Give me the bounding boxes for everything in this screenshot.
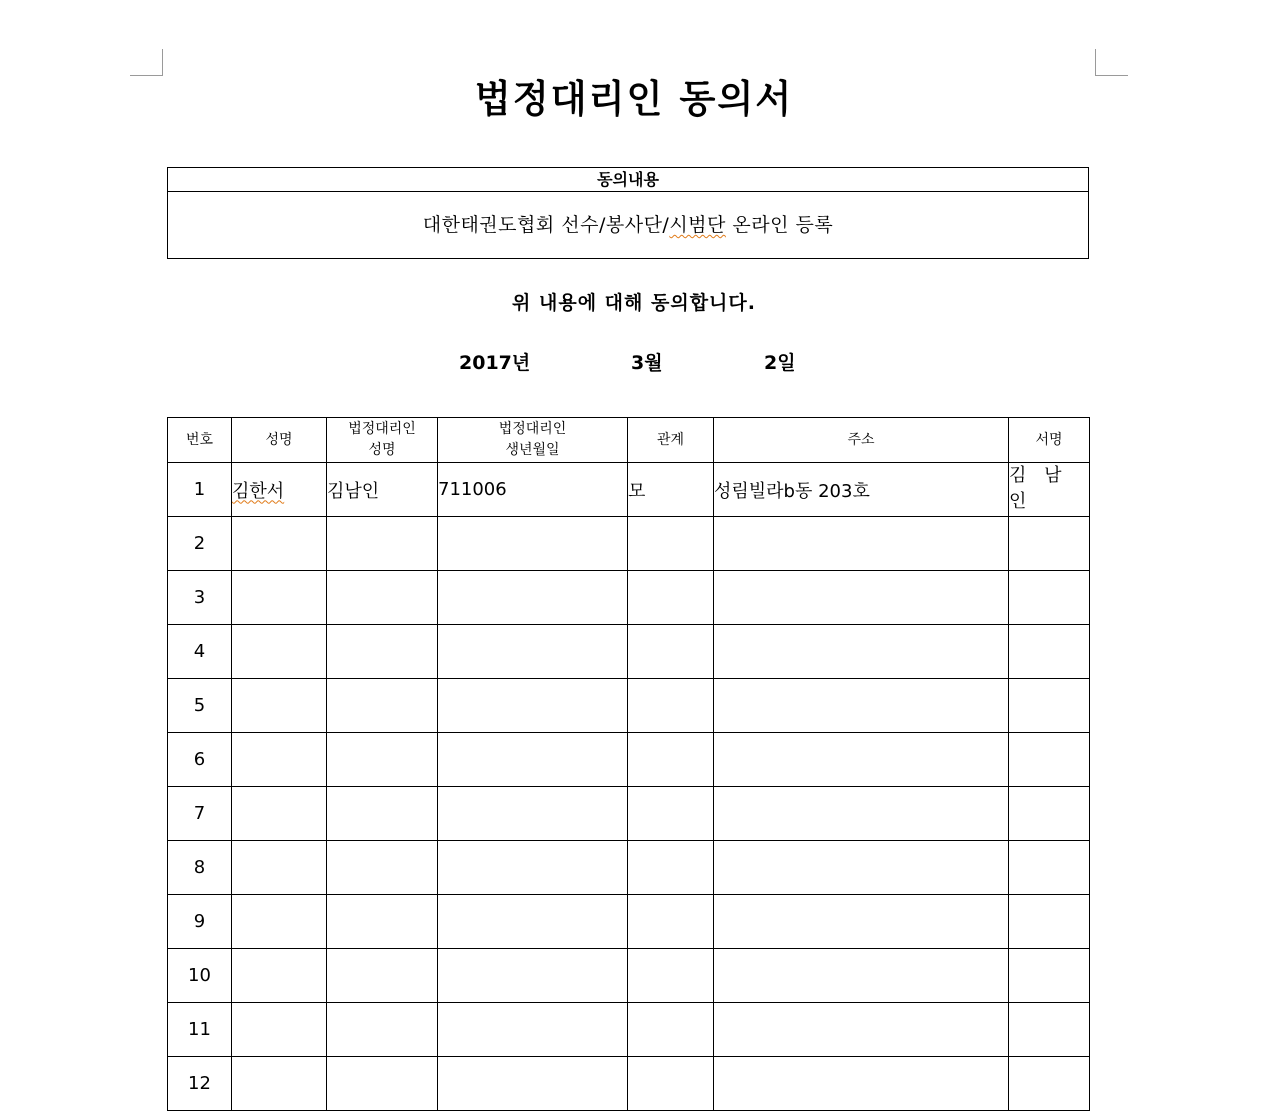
cell-signature[interactable]: [1009, 679, 1090, 733]
cell-signature[interactable]: [1009, 1003, 1090, 1057]
cell-name[interactable]: [232, 895, 327, 949]
table-row: [168, 463, 1090, 517]
cell-address[interactable]: [714, 733, 1009, 787]
row-number-text: 3: [193, 587, 206, 608]
row-number: [168, 571, 232, 625]
cell-guardian-name[interactable]: [327, 1057, 438, 1111]
cell-address[interactable]: [714, 463, 1009, 517]
cell-guardian-name[interactable]: [327, 679, 438, 733]
header-guardian-name-line2: 성명: [368, 442, 396, 458]
table-row: [168, 679, 1090, 733]
cell-signature[interactable]: [1009, 787, 1090, 841]
cell-relation[interactable]: [628, 1003, 714, 1057]
agreement-statement: 위 내용에 대해 동의합니다.: [512, 292, 756, 314]
cell-guardian-birth[interactable]: [438, 517, 628, 571]
cell-guardian-name[interactable]: [327, 733, 438, 787]
table-row: [168, 625, 1090, 679]
header-signature: 서명: [1009, 418, 1090, 463]
cell-address[interactable]: [714, 1003, 1009, 1057]
row-number-text: 9: [193, 911, 206, 932]
cell-guardian-birth[interactable]: [438, 679, 628, 733]
cell-address[interactable]: [714, 949, 1009, 1003]
cell-guardian-name[interactable]: [327, 463, 438, 517]
header-guardian-birth-line1: 법정대리인: [498, 421, 567, 437]
cell-name[interactable]: [232, 787, 327, 841]
cell-signature[interactable]: [1009, 1057, 1090, 1111]
cell-guardian-name[interactable]: [327, 841, 438, 895]
cell-address[interactable]: [714, 517, 1009, 571]
cell-guardian-name-text: 김남인: [327, 480, 380, 502]
row-number: [168, 787, 232, 841]
cell-relation[interactable]: [628, 571, 714, 625]
row-number-text: 1: [193, 479, 206, 500]
table-row: [168, 787, 1090, 841]
cell-guardian-birth[interactable]: [438, 949, 628, 1003]
row-number: [168, 841, 232, 895]
table-header-row: [168, 418, 1090, 463]
cell-relation[interactable]: [628, 517, 714, 571]
cell-relation[interactable]: [628, 463, 714, 517]
cell-relation[interactable]: [628, 787, 714, 841]
cell-guardian-birth[interactable]: [438, 1057, 628, 1111]
cell-guardian-birth[interactable]: [438, 463, 628, 517]
cell-guardian-name[interactable]: [327, 517, 438, 571]
cell-guardian-birth[interactable]: [438, 787, 628, 841]
cell-guardian-birth[interactable]: [438, 571, 628, 625]
header-name: 성명: [232, 418, 327, 463]
table-row: [168, 1003, 1090, 1057]
cell-name-text: 김한서: [232, 480, 285, 502]
consent-content[interactable]: [168, 192, 1088, 258]
cell-name[interactable]: [232, 1003, 327, 1057]
cell-signature-text: 김 남 인: [1009, 465, 1068, 512]
cell-address[interactable]: [714, 787, 1009, 841]
cell-address[interactable]: [714, 1057, 1009, 1111]
consent-box: [167, 167, 1089, 259]
cell-guardian-birth[interactable]: [438, 625, 628, 679]
row-number-text: 2: [193, 533, 206, 554]
cell-relation[interactable]: [628, 679, 714, 733]
cell-name[interactable]: [232, 949, 327, 1003]
header-relation: 관계: [628, 418, 714, 463]
cell-guardian-name[interactable]: [327, 1003, 438, 1057]
cell-name[interactable]: [232, 679, 327, 733]
cell-guardian-name[interactable]: [327, 895, 438, 949]
row-number-text: 6: [193, 749, 206, 770]
cell-signature[interactable]: [1009, 571, 1090, 625]
row-number-text: 10: [188, 965, 211, 986]
table-row: [168, 895, 1090, 949]
cell-name[interactable]: [232, 571, 327, 625]
cell-name[interactable]: [232, 733, 327, 787]
date-day[interactable]: 2일: [764, 352, 796, 374]
guardian-table: [167, 417, 1090, 1111]
consent-content-suffix: 온라인 등록: [725, 214, 834, 236]
cell-guardian-name[interactable]: [327, 787, 438, 841]
cell-relation[interactable]: [628, 949, 714, 1003]
cell-name[interactable]: [232, 841, 327, 895]
cell-name[interactable]: [232, 1057, 327, 1111]
cell-relation-text: 모: [628, 480, 646, 502]
header-address: 주소: [714, 418, 1009, 463]
table-row: [168, 949, 1090, 1003]
cell-relation[interactable]: [628, 625, 714, 679]
row-number: [168, 949, 232, 1003]
cell-guardian-name[interactable]: [327, 949, 438, 1003]
header-guardian-birth: [438, 418, 628, 463]
row-number: [168, 1003, 232, 1057]
row-number-text: 7: [193, 803, 206, 824]
cell-address[interactable]: [714, 625, 1009, 679]
row-number-text: 4: [193, 641, 206, 662]
cell-address[interactable]: [714, 841, 1009, 895]
header-number: 번호: [168, 418, 232, 463]
cell-relation[interactable]: [628, 895, 714, 949]
cell-signature[interactable]: [1009, 625, 1090, 679]
cell-signature[interactable]: [1009, 895, 1090, 949]
cell-guardian-birth[interactable]: [438, 733, 628, 787]
row-number: [168, 1057, 232, 1111]
table-row: [168, 571, 1090, 625]
row-number-text: 11: [188, 1019, 211, 1040]
cell-signature[interactable]: [1009, 517, 1090, 571]
cell-signature[interactable]: [1009, 463, 1090, 517]
cell-address-text: 성림빌라b동 203호: [714, 480, 870, 502]
document-title: 법정대리인 동의서: [474, 76, 794, 121]
cell-guardian-birth[interactable]: [438, 895, 628, 949]
cell-address[interactable]: [714, 679, 1009, 733]
cell-guardian-birth[interactable]: [438, 1003, 628, 1057]
row-number: [168, 895, 232, 949]
header-guardian-name: [327, 418, 438, 463]
row-number: [168, 679, 232, 733]
cell-relation[interactable]: [628, 1057, 714, 1111]
date-year[interactable]: 2017년: [459, 352, 531, 374]
table-row: [168, 517, 1090, 571]
table-row: [168, 1057, 1090, 1111]
header-guardian-birth-line2: 생년월일: [505, 442, 560, 458]
consent-content-text: 대한태권도협회 선수/봉사단/: [422, 214, 670, 236]
cell-relation[interactable]: [628, 733, 714, 787]
table-row: [168, 841, 1090, 895]
cell-guardian-name[interactable]: [327, 625, 438, 679]
cell-name[interactable]: [232, 463, 327, 517]
row-number: [168, 517, 232, 571]
row-number: [168, 625, 232, 679]
row-number-text: 8: [193, 857, 206, 878]
row-number-text: 5: [193, 695, 206, 716]
consent-header: 동의내용: [168, 168, 1088, 192]
cell-relation[interactable]: [628, 841, 714, 895]
cell-guardian-birth-text: 711006: [438, 479, 507, 500]
cell-address[interactable]: [714, 895, 1009, 949]
row-number: [168, 733, 232, 787]
cell-signature[interactable]: [1009, 841, 1090, 895]
cell-guardian-birth[interactable]: [438, 841, 628, 895]
cell-name[interactable]: [232, 625, 327, 679]
row-number-text: 12: [188, 1073, 211, 1094]
cell-address[interactable]: [714, 571, 1009, 625]
row-number: [168, 463, 232, 517]
date-month[interactable]: 3월: [631, 352, 663, 374]
cell-signature[interactable]: [1009, 733, 1090, 787]
header-guardian-name-line1: 법정대리인: [348, 421, 416, 437]
cell-name[interactable]: [232, 517, 327, 571]
cell-signature[interactable]: [1009, 949, 1090, 1003]
table-row: [168, 733, 1090, 787]
cell-guardian-name[interactable]: [327, 571, 438, 625]
consent-content-spellcheck-word: 시범단: [669, 214, 726, 236]
